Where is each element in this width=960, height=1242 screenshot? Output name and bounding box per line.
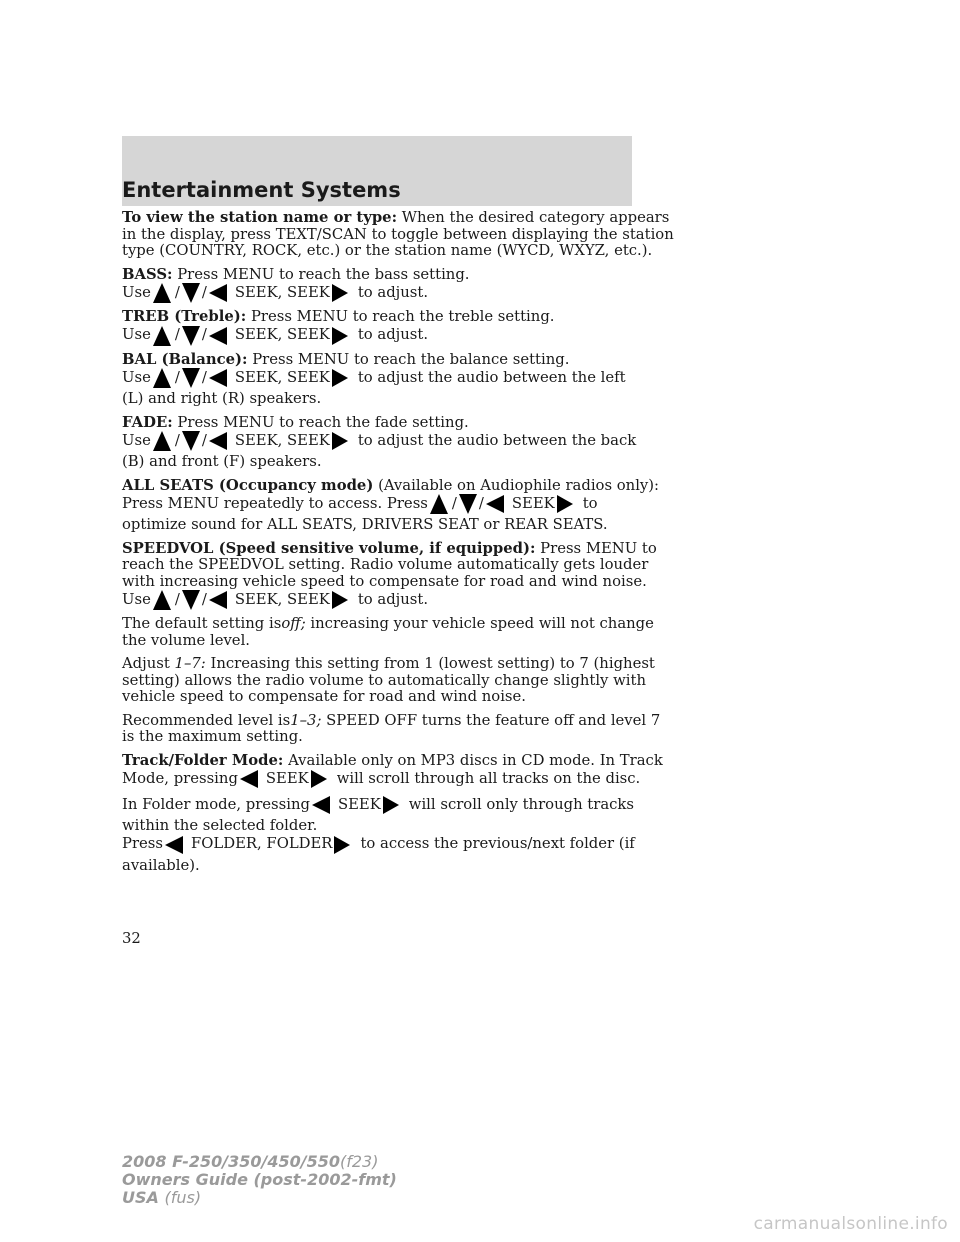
all-seats-line-3: optimize sound for ALL SEATS, DRIVERS SEAT or REAR SEATS. [122,516,608,533]
all-seats-controls-row [122,494,642,514]
footer-line-3 [122,1189,397,1207]
seek-left-icon [312,796,330,814]
adjust-line-3: vehicle speed to compensate for road and wind noise. [122,688,526,705]
adjust-paragraph [122,655,655,673]
use-text: Use [122,283,151,301]
station-name-line-3: type (COUNTRY, ROCK, etc.) or the station name (WYCD, WXYZ, etc.). [122,242,653,259]
seek-text: SEEK [511,494,555,512]
all-seats-text: (Available on Audiophile radios only): [378,476,660,494]
folder-left-icon [165,836,183,854]
section-title: Entertainment Systems [122,178,401,202]
fade-line-2: (B) and front (F) speakers. [122,453,322,470]
adjust-text: to adjust. [357,590,429,608]
slash-text: / [201,590,207,608]
use-text: Use [122,368,151,386]
all-seats-label: ALL SEATS (Occupancy mode) [122,476,374,494]
footer-line-2: Owners Guide (post-2002-fmt) [122,1170,397,1189]
track-controls-row [122,769,642,789]
track-folder-label: Track/Folder Mode: [122,751,284,769]
fade-paragraph [122,415,642,432]
folder-controls-row [122,795,642,815]
adjust-text: to adjust. [357,326,429,344]
recommended-paragraph [122,711,661,730]
seek-left-icon [209,369,227,387]
slash-text: / [174,326,180,344]
page-body [122,209,674,874]
slash-text: / [451,494,457,512]
adjust-em: 1–7: [174,655,206,672]
track-pre: Mode, pressing [122,769,238,787]
slash-text: / [201,368,207,386]
slash-text: / [174,283,180,301]
folder-right-icon [334,836,350,854]
station-name-line-2: in the display, press TEXT/SCAN to toggle between displaying the station [122,225,674,243]
bass-text: Press MENU to reach the bass setting. [177,265,470,283]
folder-text: FOLDER, FOLDER [190,835,333,853]
fade-label: FADE: [122,413,173,431]
use-text: Use [122,326,151,344]
treble-text: Press MENU to reach the treble setting. [250,308,555,325]
adjust-post: Increasing this setting from 1 (lowest setting) to 7 (highest [210,655,655,672]
up-arrow-icon [153,590,171,610]
up-arrow-icon [153,326,171,346]
speedvol-line-2: reach the SPEEDVOL setting. Radio volume automatically gets louder [122,556,649,573]
bass-paragraph [122,267,642,284]
seek-left-icon [209,284,227,302]
up-arrow-icon [153,283,171,303]
balance-label: BAL (Balance): [122,350,248,368]
balance-text: Press MENU to reach the balance setting. [252,350,570,368]
balance-tail-text: to adjust the audio between the left [357,368,626,386]
slash-text: / [174,368,180,386]
down-arrow-icon [182,326,200,346]
slash-text: / [174,590,180,608]
up-arrow-icon [153,368,171,388]
treble-paragraph [122,309,642,326]
recommended-em: 1–3; [290,711,322,729]
default-em: off; [281,615,306,632]
seek-left-icon [209,327,227,345]
seek-text: SEEK, SEEK [234,368,330,386]
footer-market-code: (fus) [164,1188,202,1207]
adjust-line-2: setting) allows the radio volume to automatically change slightly with [122,671,646,689]
down-arrow-icon [182,368,200,388]
press-pre: Press [122,835,163,853]
down-arrow-icon [182,283,200,303]
fade-tail-text: to adjust the audio between the back [357,431,637,449]
speedvol-text: Press MENU to [540,539,657,557]
seek-text: SEEK [265,769,309,787]
recommended-post: SPEED OFF turns the feature off and level 7 [326,711,661,729]
fade-text: Press MENU to reach the fade setting. [177,413,469,431]
balance-line-2: (L) and right (R) speakers. [122,390,322,407]
seek-left-icon [240,770,258,788]
up-arrow-icon [430,494,448,514]
track-folder-paragraph [122,751,663,770]
default-line-2: the volume level. [122,631,250,649]
speedvol-line-3: with increasing vehicle speed to compensate for road and wind noise. [122,572,647,590]
treble-label: TREB (Treble): [122,308,247,325]
folder-post: will scroll only through tracks [408,795,634,813]
folder-line-2: within the selected folder. [122,817,318,834]
seek-right-icon [557,495,573,513]
seek-text: SEEK, SEEK [234,431,330,449]
treble-controls-row [122,326,642,346]
adjust-pre: Adjust [122,655,170,672]
seek-text: SEEK, SEEK [234,326,330,344]
slash-text: / [174,431,180,449]
seek-right-icon [332,591,348,609]
seek-left-icon [209,432,227,450]
default-pre: The default setting is [122,615,282,632]
balance-paragraph [122,352,642,369]
default-post: increasing your vehicle speed will not change [310,615,654,632]
bass-label: BASS: [122,265,173,283]
footer-model-code: (f23) [340,1152,379,1171]
seek-right-icon [332,327,348,345]
slash-text: / [478,494,484,512]
seek-right-icon [383,796,399,814]
station-name-text: When the desired category appears [401,209,670,226]
down-arrow-icon [182,431,200,451]
seek-text: SEEK [337,795,381,813]
page-number: 32 [122,930,141,947]
speedvol-controls-row [122,590,642,610]
bass-controls-row [122,283,642,303]
footer-line-1 [122,1153,397,1171]
default-paragraph [122,615,654,633]
seek-right-icon [332,369,348,387]
down-arrow-icon [459,494,477,514]
station-name-paragraph [122,209,670,227]
footer-model: 2008 F-250/350/450/550 [122,1152,340,1171]
press-text: Press MENU repeatedly to access. Press [122,494,428,512]
adjust-text: to adjust. [357,283,429,301]
folder-pre: In Folder mode, pressing [122,795,310,813]
to-text: to [582,494,598,512]
balance-controls-row [122,368,642,388]
press-post: to access the previous/next folder (if [360,835,635,853]
slash-text: / [201,326,207,344]
track-post: will scroll through all tracks on the disc. [336,769,641,787]
watermark: carmanualsonline.info [753,1214,948,1234]
down-arrow-icon [182,590,200,610]
seek-left-icon [486,495,504,513]
seek-text: SEEK, SEEK [234,590,330,608]
seek-right-icon [332,284,348,302]
fade-controls-row [122,431,642,451]
use-text: Use [122,590,151,608]
seek-text: SEEK, SEEK [234,283,330,301]
seek-left-icon [209,591,227,609]
footer-market: USA [122,1188,159,1207]
press-line-2: available). [122,856,200,874]
press-folder-row [122,835,642,855]
track-folder-text: Available only on MP3 discs in CD mode. In Track [288,751,663,769]
station-name-label: To view the station name or type: [122,209,398,226]
slash-text: / [201,283,207,301]
use-text: Use [122,431,151,449]
seek-right-icon [311,770,327,788]
all-seats-paragraph [122,476,660,495]
speedvol-paragraph [122,539,657,558]
recommended-pre: Recommended level is [122,711,291,729]
recommended-line-2: is the maximum setting. [122,728,303,745]
slash-text: / [201,431,207,449]
document-footer [122,1153,397,1207]
speedvol-label: SPEEDVOL (Speed sensitive volume, if equipped): [122,539,536,557]
up-arrow-icon [153,431,171,451]
seek-right-icon [332,432,348,450]
